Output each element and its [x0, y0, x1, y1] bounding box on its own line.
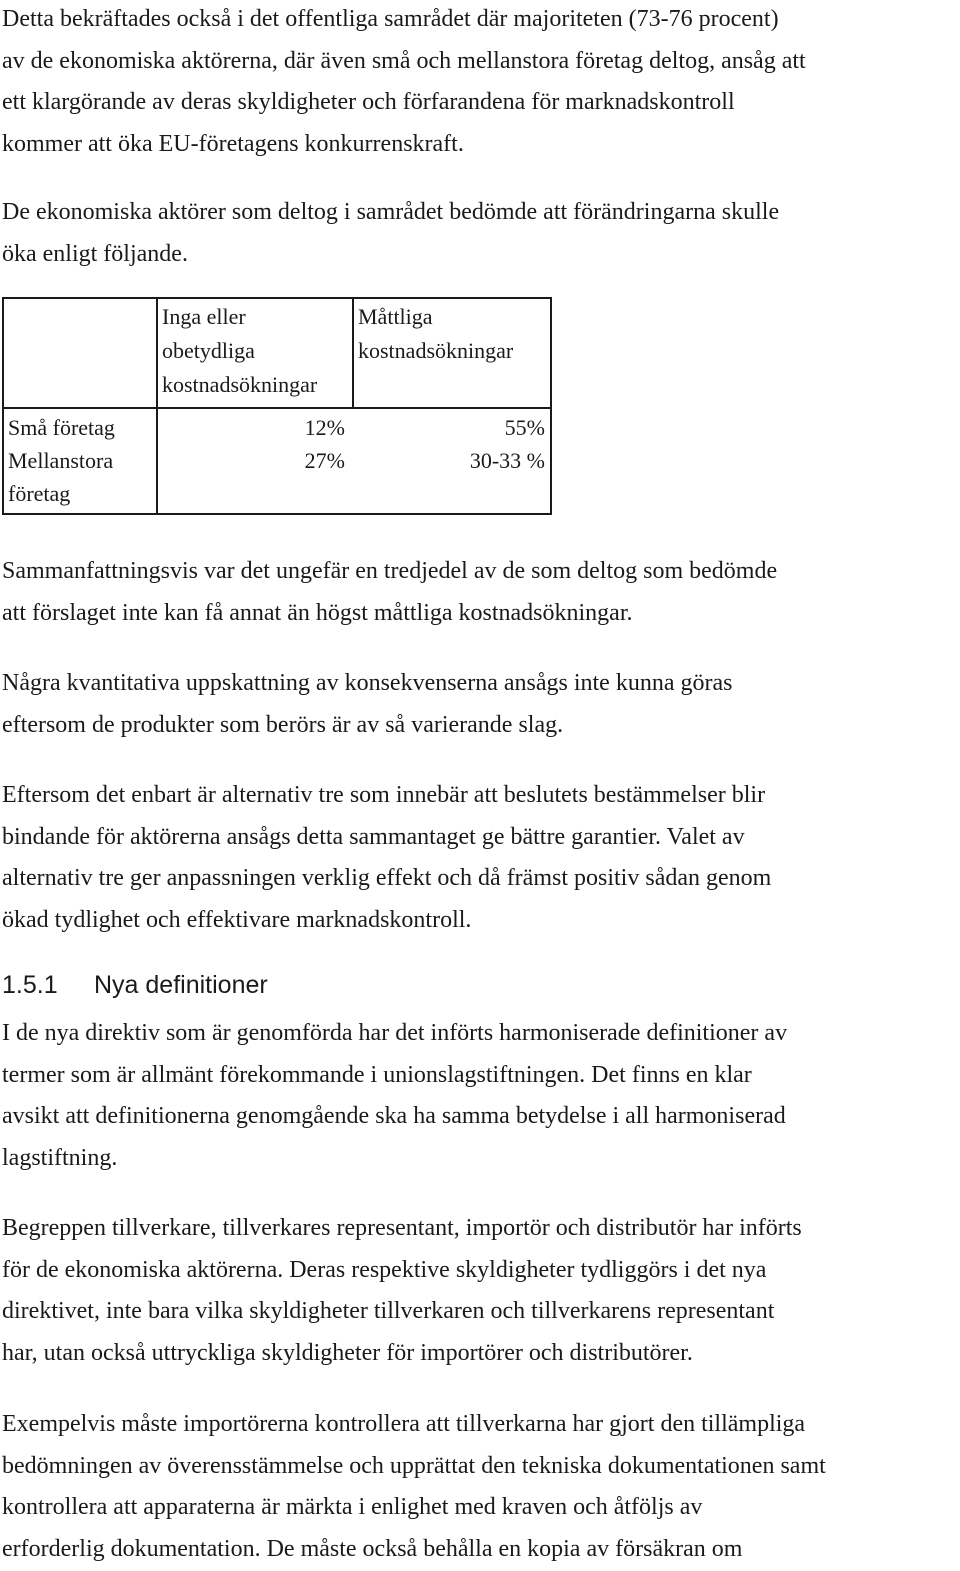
paragraph-alternative-three: [2, 775, 956, 942]
row-label-small-companies: [3, 408, 157, 444]
column-header-moderate: [353, 298, 551, 408]
row-label-line: företag: [8, 481, 71, 506]
section-heading: [2, 966, 268, 1004]
text-line: I de nya direktiv som är genomförda har det införts harmoniserade definitioner av: [2, 1020, 788, 1046]
paragraph-importer-obligations: [2, 1404, 956, 1571]
header-line: kostnadsökningar: [358, 338, 514, 363]
text-line: bindande för aktörerna ansågs detta sammantaget ge bättre garantier. Valet av: [2, 823, 745, 850]
text-line: ökad tydlighet och effektivare marknadskontroll.: [2, 907, 472, 934]
text-line: ett klargörande av deras skyldigheter och förfarandena för marknadskontroll: [2, 89, 735, 116]
table-header-row: [3, 298, 551, 408]
section-number: 1.5.1: [2, 971, 58, 999]
header-line: kostnadsökningar: [162, 372, 318, 397]
text-line: för de ekonomiska aktörerna. Deras respektive skyldigheter tydliggörs i det nya: [2, 1256, 767, 1283]
table-corner-cell: [3, 298, 157, 408]
paragraph-summary: [2, 551, 956, 634]
column-header-none-or-minor: [157, 298, 353, 408]
header-line: Måttliga: [358, 304, 433, 329]
text-line: termer som är allmänt förekommande i unionslagstiftningen. Det finns en klar: [2, 1061, 752, 1088]
text-line: bedömningen av överensstämmelse och upprättat den tekniska dokumentationen samt: [2, 1452, 826, 1479]
text-line: Exempelvis måste importörerna kontrollera att tillverkarna har gjort den tillämpliga: [2, 1411, 806, 1437]
table-cell-value: 27%: [157, 444, 353, 514]
row-label-line: Mellanstora: [8, 448, 114, 473]
text-line: Några kvantitativa uppskattning av konsekvenserna ansågs inte kunna göras: [2, 670, 733, 696]
text-line: öka enligt följande.: [2, 240, 188, 267]
paragraph-economic-operators: [2, 1208, 956, 1375]
text-line: Sammanfattningsvis var det ungefär en tredjedel av de som deltog som bedömde: [2, 558, 778, 584]
text-line: De ekonomiska aktörer som deltog i samrådet bedömde att förändringarna skulle: [2, 199, 780, 225]
table-cell-value: 55%: [353, 408, 551, 444]
text-line: Detta bekräftades också i det offentliga samrådet där majoriteten (73-76 procent): [2, 6, 779, 32]
row-label-line: Små företag: [8, 415, 115, 440]
text-line: Begreppen tillverkare, tillverkares representant, importör och distributör har införts: [2, 1215, 802, 1241]
text-line: av de ekonomiska aktörerna, där även små och mellanstora företag deltog, ansåg att: [2, 47, 806, 74]
paragraph-cost-assessment-intro: [2, 192, 956, 275]
text-line: lagstiftning.: [2, 1145, 118, 1172]
paragraph-harmonised-definitions: [2, 1013, 956, 1180]
row-label-medium-companies: [3, 444, 157, 514]
text-line: att förslaget inte kan få annat än högst måttliga kostnadsökningar.: [2, 599, 633, 626]
text-line: kontrollera att apparaterna är märkta i enlighet med kraven och åtföljs av: [2, 1494, 703, 1521]
text-line: har, utan också uttryckliga skyldigheter för importörer och distributörer.: [2, 1340, 693, 1367]
text-line: erforderlig dokumentation. De måste också behålla en kopia av försäkran om: [2, 1536, 743, 1563]
text-line: avsikt att definitionerna genomgående ska ha samma betydelse i all harmoniserad: [2, 1103, 786, 1130]
text-line: eftersom de produkter som berörs är av så varierande slag.: [2, 711, 564, 738]
header-line: obetydliga: [162, 338, 255, 363]
text-line: Eftersom det enbart är alternativ tre som innebär att beslutets bestämmelser blir: [2, 782, 766, 808]
section-title: Nya definitioner: [94, 971, 268, 999]
table-cell-value: 12%: [157, 408, 353, 444]
text-line: alternativ tre ger anpassningen verklig effekt och då främst positiv sådan genom: [2, 865, 772, 892]
cost-increase-table: [2, 297, 552, 515]
table-row: [3, 444, 551, 514]
text-line: kommer att öka EU-företagens konkurrenskraft.: [2, 131, 464, 158]
paragraph-public-consultation: [2, 0, 956, 166]
text-line: direktivet, inte bara vilka skyldigheter tillverkaren och tillverkarens representant: [2, 1298, 775, 1325]
table-row: [3, 408, 551, 444]
table-cell-value: 30-33 %: [353, 444, 551, 514]
paragraph-quantitative: [2, 663, 956, 746]
header-line: Inga eller: [162, 304, 246, 329]
